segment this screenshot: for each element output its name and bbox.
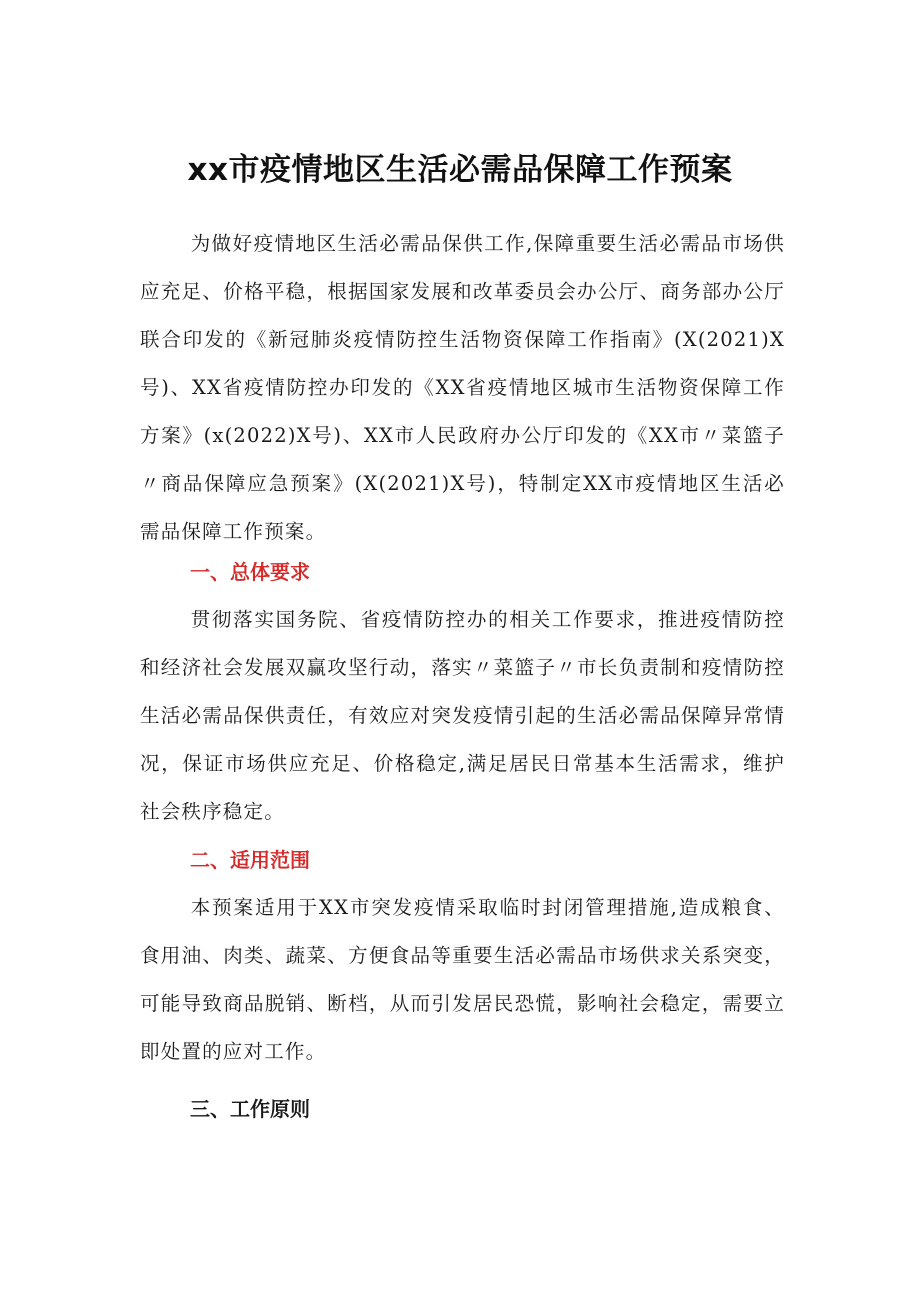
section-heading-principles: 三、工作原则 (190, 1097, 310, 1121)
page-title: xx市疫情地区生活必需品保障工作预案 (187, 152, 733, 188)
intro-paragraph: 为做好疫情地区生活必需品保供工作,保障重要生活必需品市场供应充足、价格平稳，根据国家发展和改革委员会办公厅、商务部办公厅联合印发的《新冠肺炎疫情防控生活物资保障工作指南》(X(2021)X号)、XX省疫情防控办印发的《XX省疫情地区城市生活物资保障工作方案》(x(2022)X号)、XX市人民政府办公厅印发的《XX市〃菜篮子〃商品保障应急预案》(X(2021)X号)，特制定XX市疫情地区生活必需品保障工作预案。 (140, 232, 785, 543)
section-heading-scope: 二、适用范围 (190, 848, 310, 872)
general-requirements-paragraph: 贯彻落实国务院、省疫情防控办的相关工作要求，推进疫情防控和经济社会发展双赢攻坚行动，落实〃菜篮子〃市长负责制和疫情防控生活必需品保供责任，有效应对突发疫情引起的生活必需品保障异常情况，保证市场供应充足、价格稳定,满足居民日常基本生活需求，维护社会秩序稳定。 (140, 608, 785, 823)
scope-paragraph: 本预案适用于XX市突发疫情采取临时封闭管理措施,造成粮食、食用油、肉类、蔬菜、方便食品等重要生活必需品市场供求关系突变，可能导致商品脱销、断档，从而引发居民恐慌，影响社会稳定，需要立即处置的应对工作。 (140, 896, 785, 1063)
section-heading-general-requirements: 一、总体要求 (190, 560, 310, 584)
